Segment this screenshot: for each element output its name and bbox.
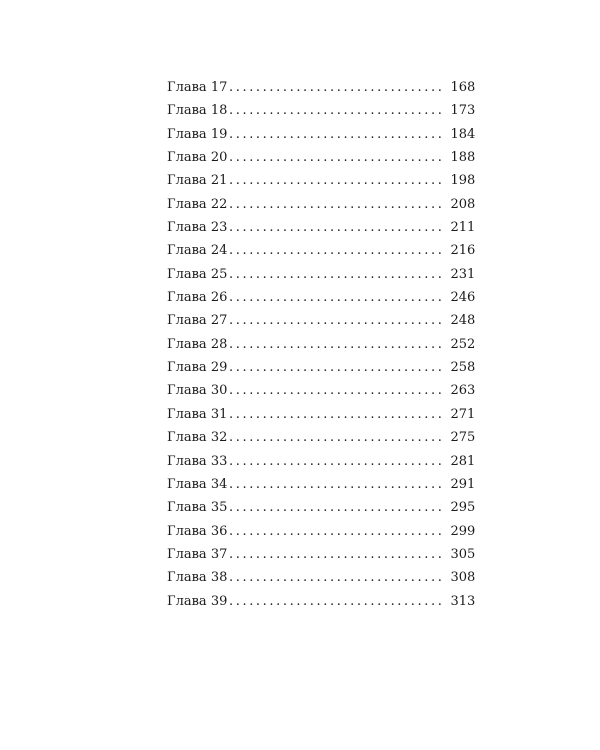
page-number: 271	[450, 406, 476, 422]
toc-entry	[167, 430, 476, 453]
toc-entry	[167, 290, 476, 313]
page-number: 231	[450, 266, 476, 282]
toc-entry	[167, 150, 476, 173]
page-number: 305	[450, 546, 476, 562]
chapter-title: Глава 24	[167, 243, 228, 259]
chapter-title: Глава 27	[167, 313, 228, 329]
chapter-title: Глава 28	[167, 336, 228, 352]
dot-leader: ................................	[229, 500, 445, 516]
toc-entry	[167, 406, 476, 430]
toc-entry	[167, 593, 476, 617]
page-number: 308	[450, 570, 476, 586]
toc-entry	[167, 126, 476, 150]
chapter-title: Глава 35	[167, 500, 228, 516]
dot-leader: ................................	[229, 546, 445, 562]
chapter-title: Глава 23	[167, 220, 228, 236]
page-number: 281	[450, 453, 476, 469]
page-number: 184	[450, 126, 476, 142]
dot-leader: ................................	[229, 313, 445, 329]
page-number: 295	[450, 500, 476, 516]
page-number: 173	[450, 103, 476, 119]
toc-entry	[167, 196, 476, 220]
chapter-title: Глава 37	[167, 546, 228, 562]
page-number: 216	[450, 243, 476, 259]
toc-entry	[167, 103, 476, 126]
dot-leader: ................................	[229, 570, 445, 586]
toc-entry	[167, 313, 476, 336]
dot-leader: ................................	[229, 173, 445, 189]
toc-entry	[167, 546, 476, 570]
page-number: 313	[450, 593, 476, 609]
chapter-title: Глава 38	[167, 570, 228, 586]
toc-entry	[167, 570, 476, 593]
chapter-title: Глава 36	[167, 523, 228, 539]
dot-leader: ................................	[229, 290, 445, 306]
chapter-title: Глава 26	[167, 290, 228, 306]
dot-leader: ................................	[229, 383, 445, 399]
toc-entry	[167, 266, 476, 290]
page-number: 211	[450, 220, 476, 236]
toc-entry	[167, 523, 476, 547]
page-number: 208	[450, 196, 476, 212]
dot-leader: ................................	[229, 453, 445, 469]
page-number: 275	[450, 430, 476, 446]
chapter-title: Глава 33	[167, 453, 228, 469]
chapter-title: Глава 25	[167, 266, 228, 282]
page-number: 198	[450, 173, 476, 189]
page-number: 188	[450, 150, 476, 166]
page-number: 168	[450, 80, 476, 95]
toc-entry	[167, 80, 476, 103]
dot-leader: ................................	[229, 336, 445, 352]
page-number: 252	[450, 336, 476, 352]
dot-leader: ................................	[229, 430, 445, 446]
dot-leader: ................................	[229, 593, 445, 609]
page-number: 246	[450, 290, 476, 306]
page-number: 258	[450, 360, 476, 376]
chapter-title: Глава 17	[167, 80, 228, 95]
dot-leader: ................................	[229, 103, 445, 119]
toc-entry	[167, 383, 476, 406]
dot-leader: ................................	[229, 150, 445, 166]
toc-entry	[167, 360, 476, 383]
chapter-title: Глава 22	[167, 196, 228, 212]
dot-leader: ................................	[229, 266, 445, 282]
chapter-title: Глава 20	[167, 150, 228, 166]
chapter-title: Глава 18	[167, 103, 228, 119]
toc-entry	[167, 500, 476, 523]
dot-leader: ................................	[229, 220, 445, 236]
toc-entry	[167, 476, 476, 500]
chapter-title: Глава 21	[167, 173, 228, 189]
dot-leader: ................................	[229, 126, 445, 142]
page-number: 299	[450, 523, 476, 539]
page-number: 248	[450, 313, 476, 329]
toc-entry	[167, 243, 476, 266]
chapter-title: Глава 39	[167, 593, 228, 609]
toc-entry	[167, 453, 476, 477]
table-of-contents	[167, 80, 476, 617]
dot-leader: ................................	[229, 243, 445, 259]
dot-leader: ................................	[229, 196, 445, 212]
toc-entry	[167, 220, 476, 243]
chapter-title: Глава 29	[167, 360, 228, 376]
chapter-title: Глава 19	[167, 126, 228, 142]
chapter-title: Глава 32	[167, 430, 228, 446]
page-number: 291	[450, 476, 476, 492]
dot-leader: ................................	[229, 80, 445, 95]
dot-leader: ................................	[229, 360, 445, 376]
page-number: 263	[450, 383, 476, 399]
toc-entry	[167, 336, 476, 360]
dot-leader: ................................	[229, 406, 445, 422]
toc-entry	[167, 173, 476, 196]
chapter-title: Глава 31	[167, 406, 228, 422]
dot-leader: ................................	[229, 476, 445, 492]
chapter-title: Глава 34	[167, 476, 228, 492]
chapter-title: Глава 30	[167, 383, 228, 399]
dot-leader: ................................	[229, 523, 445, 539]
